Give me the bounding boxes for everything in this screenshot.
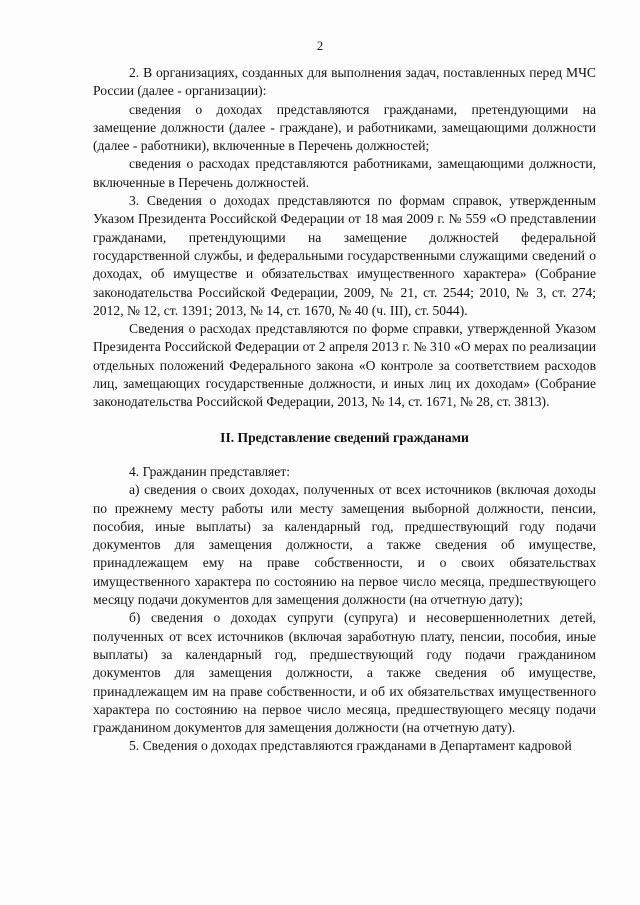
page-number: 2 bbox=[316, 39, 324, 53]
paragraph-expenses-form: Сведения о расходах представляются по форме справки, утвержденной Указом Президента Российской Федерации от 2 апреля 2013 г. № 310 «О мерах по реализации отдельных положений Федерального закона «О контроле за соответствием расходов лиц, замещающих государственные должности, и иных лиц их доходам» (Собрание законодательства Российской Федерации, 2013, № 14, ст. 1671, № 28, ст. 3813). bbox=[93, 321, 596, 410]
section-heading: II. Представление сведений гражданами bbox=[220, 429, 469, 445]
paragraph-4a-own-income: а) сведения о своих доходах, полученных от всех источников (включая доходы по прежнему месту работы или месту замещения выборной должности, пенсии, пособия, иные выплаты) за календарный год, предшествующий году подачи документов для замещения должности, а также сведения об имуществе, принадлежащем ему на праве собственности, и о своих обязательствах имущественного характера по состоянию на первое число месяца, предшествующего месяцу подачи документов для замещения должности (на отчетную дату); bbox=[93, 482, 596, 608]
paragraph-income-citizens-workers: сведения о доходах представляются гражданами, претендующими на замещение должности (далее - граждане), и работниками, замещающими должности (далее - работники), включенные в Перечень должностей; bbox=[93, 101, 596, 154]
paragraph-3-income-forms: 3. Сведения о доходах представляются по формам справок, утвержденным Указом Президента Российской Федерации от 18 мая 2009 г. № 559 «О представлении гражданами, претендующими на замещение должностей федеральной государственной службы, и федеральными государственными служащими сведений о доходах, об имуществе и обязательствах имущественного характера» (Собрание законодательства Российской Федерации, 2009, № 21, ст. 2544; 2010, № 3, ст. 274; 2012, № 12, ст. 1391; 2013, № 14, ст. 1670, № 40 (ч. III), ст. 5044). bbox=[93, 193, 596, 318]
paragraph-4b-family-income: б) сведения о доходах супруги (супруга) и несовершеннолетних детей, полученных от всех источников (включая заработную плату, пенсии, пособия, иные выплаты) за календарный год, предшествующий году подачи гражданином документов для замещения должности, а также сведения об имуществе, принадлежащем им на праве собственности, и об их обязательствах имущественного характера по состоянию на первое число месяца, предшествующего месяцу подачи гражданином документов для замещения должности (на отчетную дату). bbox=[93, 610, 596, 736]
paragraph-expenses-workers: сведения о расходах представляются работниками, замещающими должности, включенные в Перечень должностей. bbox=[93, 156, 596, 190]
paragraph-5-submission: 5. Сведения о доходах представляются гражданами в Департамент кадровой bbox=[129, 738, 572, 754]
paragraph-4-citizen-submits: 4. Гражданин представляет: bbox=[129, 463, 291, 479]
document-body bbox=[93, 64, 596, 756]
paragraph-2-organizations: 2. В организациях, созданных для выполнения задач, поставленных перед МЧС России (далее - организации): bbox=[93, 65, 596, 99]
